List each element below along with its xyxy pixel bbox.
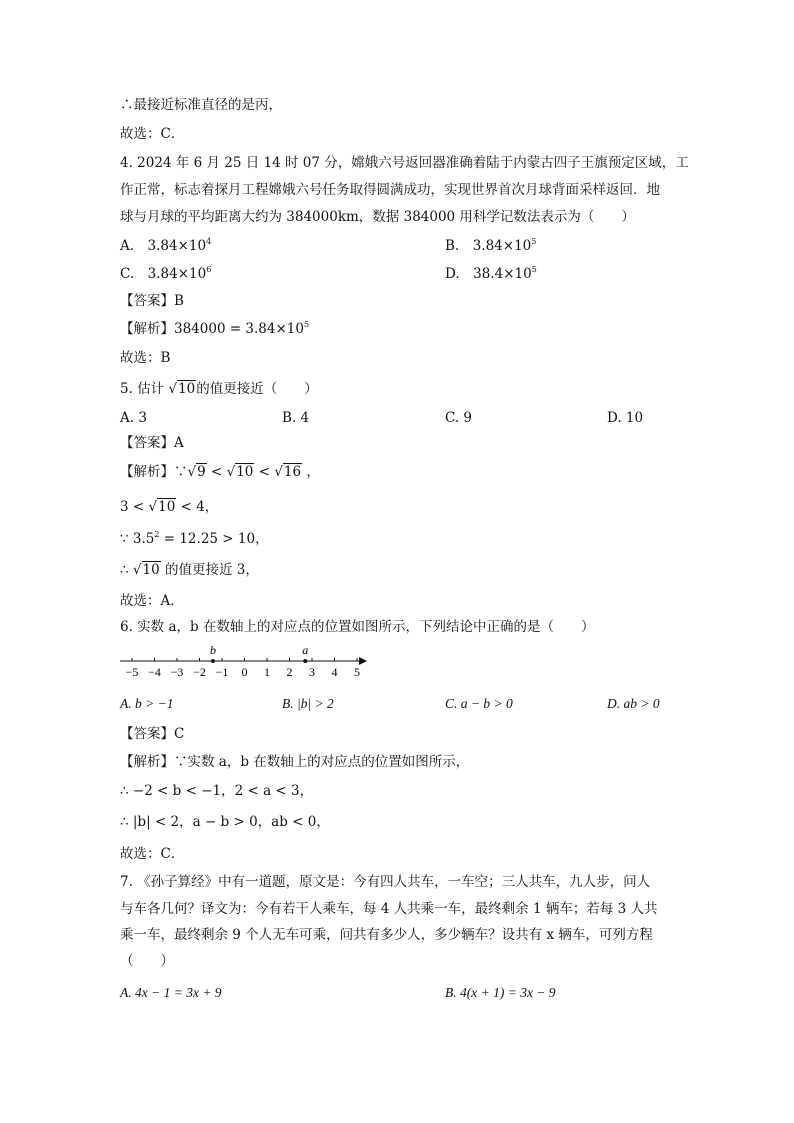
tick-label: −1 <box>215 665 229 679</box>
q6-option-b: B. |b| > 2 <box>282 696 334 711</box>
q5-choice: 故选：A． <box>120 593 184 609</box>
q4-choice: 故选：B <box>120 350 171 366</box>
tick-label: 2 <box>286 665 293 679</box>
q7-stem-3: 乘一车，最终剩余 9 个人无车可乘，问共有多少人，多少辆车？设共有 x 辆车，可列方程 <box>120 927 653 943</box>
q5-step-2: 3 < √10 < 4， <box>120 499 219 515</box>
point-a-label: a <box>302 643 309 657</box>
q7-stem-4: （ ） <box>120 953 174 969</box>
q6-option-d: D. ab > 0 <box>607 696 660 711</box>
q4-stem-1: 4. 2024 年 6 月 25 日 14 时 07 分，嫦娥六号返回器准确着陆于内蒙古四子王旗预定区域，工 <box>120 155 689 171</box>
q4-option-d: D. $38.4\times 10^5$ <box>445 265 537 282</box>
q6-choice: 故选：C． <box>120 846 185 862</box>
q5-stem: 5. 估计 √10的值更接近（ ） <box>120 381 318 397</box>
q4-option-c: C. $3.84\times 10^6$ <box>120 265 212 282</box>
point-b-label: b <box>210 643 216 657</box>
q4-option-a: A. $3.84\times 10^4$ <box>120 237 212 254</box>
line-choice: 故选：C． <box>120 126 185 142</box>
q4-stem-2: 作正常，标志着探月工程嫦娥六号任务取得圆满成功，实现世界首次月球背面采样返回．地 <box>120 182 660 198</box>
q5-explanation: 【解析】∵√9 < √10 < √16 ， <box>120 464 320 480</box>
q5-option-d: D. 10 <box>607 410 644 426</box>
q6-stem: 6. 实数 a，b 在数轴上的对应点的位置如图所示，下列结论中正确的是（ ） <box>120 619 595 635</box>
tick-label: −3 <box>170 665 184 679</box>
q6-step-2: ∴ −2 < b < −1，2 < a < 3， <box>120 783 314 799</box>
q6-option-c: C. a − b > 0 <box>445 696 513 711</box>
q5-step-3: ∵ $3.5^2 = 12.25 > 10$， <box>120 530 269 547</box>
tick-label: 3 <box>309 665 315 679</box>
tick-label: −2 <box>193 665 206 679</box>
tick-label: −5 <box>125 665 139 679</box>
q4-answer: 【答案】B <box>120 293 184 309</box>
q4-explanation: 【解析】$384000 = 3.84\times 10^5$ <box>120 320 310 337</box>
q6-option-a: A. b > −1 <box>120 696 174 711</box>
tick-label: 5 <box>354 665 360 679</box>
point-a-dot <box>303 659 307 663</box>
q7-option-b: B. 4(x + 1) = 3x − 9 <box>445 985 556 1000</box>
q5-step-4: ∴ √10 的值更接近 3， <box>120 562 259 578</box>
q7-option-a: A. 4x − 1 = 3x + 9 <box>120 985 222 1000</box>
q7-stem-2: 与车各几何？译文为：今有若干人乘车，每 4 人共乘一车，最终剩余 1 辆车；若每 3 人共 <box>120 901 658 917</box>
tick-label: 0 <box>241 665 248 679</box>
q4-stem-3: 球与月球的平均距离大约为 384000km，数据 384000 用科学记数法表示为（ ） <box>120 209 635 225</box>
q7-stem-1: 7. 《孙子算经》中有一道题，原文是：今有四人共车，一车空；三人共车，九人步，问人 <box>120 874 651 890</box>
tick-label: −4 <box>148 665 161 679</box>
q6-step-3: ∴ |b| < 2，a − b > 0，ab < 0， <box>120 814 330 830</box>
tick-label: 4 <box>331 665 338 679</box>
q5-option-b: B. 4 <box>282 410 310 426</box>
line-conclusion: ∴最接近标准直径的是丙， <box>120 97 282 113</box>
q6-answer: 【答案】C <box>120 726 185 742</box>
q5-option-c: C. 9 <box>445 410 473 426</box>
q5-option-a: A. 3 <box>120 410 147 426</box>
number-line <box>115 640 370 680</box>
point-b-dot <box>211 659 215 663</box>
q5-answer: 【答案】A <box>120 435 184 451</box>
tick-label: 1 <box>264 665 270 679</box>
q6-explanation: 【解析】∵实数 a，b 在数轴上的对应点的位置如图所示， <box>120 754 470 770</box>
q4-option-b: B. $3.84\times 10^5$ <box>445 237 537 254</box>
axis-arrow-icon <box>359 657 367 665</box>
